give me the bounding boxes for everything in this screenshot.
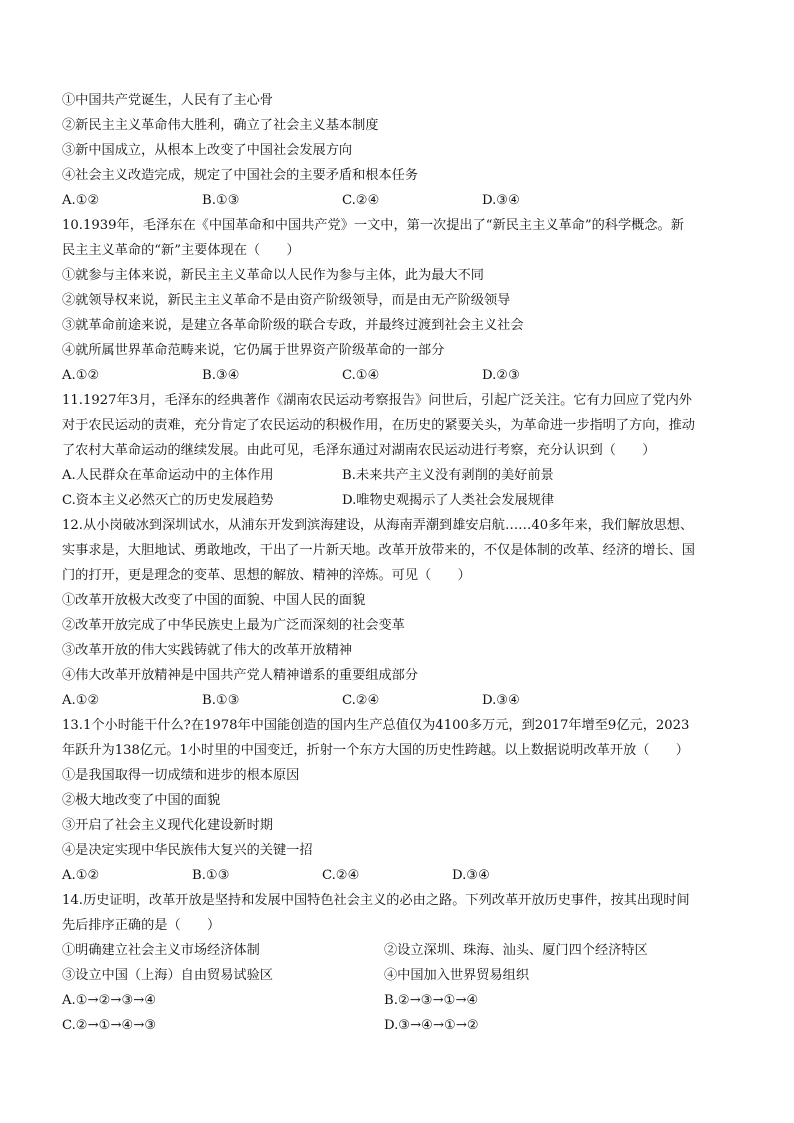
q13-stem-line-2: 年跃升为138亿元。1小时里的中国变迁，折射一个东方大国的历史性跨越。以上数据说明改革开放（ ）	[62, 743, 689, 758]
q10-item-1: ①就参与主体来说，新民主主义革命以人民作为参与主体，此为最大不同	[62, 268, 484, 283]
q9-item-4: ④社会主义改造完成，规定了中国社会的主要矛盾和根本任务	[62, 168, 419, 183]
q12-options	[62, 688, 732, 713]
q12-item-2: ②改革开放完成了中华民族史上最为广泛而深刻的社会变革	[62, 618, 405, 633]
q12-option-c: C.②④	[342, 693, 380, 708]
q13-item-2: ②极大地改变了中国的面貌	[62, 793, 221, 808]
q9-item-3: ③新中国成立，从根本上改变了中国社会发展方向	[62, 143, 353, 158]
q12-stem-line-2: 实事求是，大胆地试、勇敢地改，干出了一片新天地。改革开放带来的，不仅是体制的改革、经济的增长、国	[62, 543, 695, 558]
q12-stem-line-3: 门的打开，更是理念的变革、思想的解放、精神的淬炼。可见（ ）	[62, 568, 471, 583]
q10-options	[62, 363, 732, 388]
q14-item-4: ④中国加入世界贸易组织	[384, 968, 530, 983]
q10-stem-line-1: 10.1939年，毛泽东在《中国革命和中国共产党》一文中，第一次提出了“新民主主义革命”的科学概念。新	[62, 218, 684, 233]
q10-item-3: ③就革命前途来说，是建立各革命阶级的联合专政，并最终过渡到社会主义社会	[62, 318, 524, 333]
q14-options-row-1	[62, 988, 732, 1013]
q10-item-2: ②就领导权来说，新民主主义革命不是由资产阶级领导，而是由无产阶级领导	[62, 293, 511, 308]
q13-item-3: ③开启了社会主义现代化建设新时期	[62, 818, 273, 833]
q12-item-4: ④伟大改革开放精神是中国共产党人精神谱系的重要组成部分	[62, 668, 419, 683]
q13-option-a: A.①②	[62, 868, 100, 883]
q13-option-c: C.②④	[322, 868, 360, 883]
q9-item-2: ②新民主主义革命伟大胜利，确立了社会主义基本制度	[62, 118, 379, 133]
q11-stem-line-3: 了农村大革命运动的继续发展。由此可见，毛泽东通过对湖南农民运动进行考察，充分认识到（ ）	[62, 443, 656, 458]
q11-option-a: A.人民群众在革命运动中的主体作用	[62, 468, 274, 483]
exam-page	[62, 88, 732, 1038]
q12-option-a: A.①②	[62, 693, 100, 708]
q10-option-b: B.③④	[202, 368, 240, 383]
q10-option-d: D.②③	[482, 368, 520, 383]
q14-item-2: ②设立深圳、珠海、汕头、厦门四个经济特区	[384, 943, 648, 958]
q13-options	[62, 863, 732, 888]
q10-option-c: C.①④	[342, 368, 380, 383]
q10-item-4: ④就所属世界革命范畴来说，它仍属于世界资产阶级革命的一部分	[62, 343, 445, 358]
question-14	[62, 888, 732, 1038]
q9-option-d: D.③④	[482, 193, 520, 208]
q11-stem-line-1: 11.1927年3月，毛泽东的经典著作《湖南农民运动考察报告》问世后，引起广泛关注。它有力回应了党内外	[62, 393, 692, 408]
q9-item-1: ①中国共产党诞生，人民有了主心骨	[62, 93, 273, 108]
q12-option-b: B.①③	[202, 693, 240, 708]
q13-item-4: ④是决定实现中华民族伟大复兴的关键一招	[62, 843, 313, 858]
q13-option-d: D.③④	[452, 868, 490, 883]
q13-option-b: B.①③	[192, 868, 230, 883]
q9-options	[62, 188, 732, 213]
q14-items-row-2	[62, 963, 732, 988]
q12-item-3: ③改革开放的伟大实践铸就了伟大的改革开放精神	[62, 643, 353, 658]
q14-item-1: ①明确建立社会主义市场经济体制	[62, 943, 260, 958]
q14-option-b: B.②→③→①→④	[384, 993, 479, 1008]
q11-stem-line-2: 对于农民运动的责难，充分肯定了农民运动的积极作用，在历史的紧要关头，为革命进一步指明了方向，推动	[62, 418, 695, 433]
q11-option-d: D.唯物史观揭示了人类社会发展规律	[342, 493, 555, 508]
question-13	[62, 713, 732, 888]
q10-option-a: A.①②	[62, 368, 100, 383]
q11-option-b: B.未来共产主义没有剥削的美好前景	[342, 468, 554, 483]
q14-stem-line-1: 14.历史证明，改革开放是坚持和发展中国特色社会主义的必由之路。下列改革开放历史事件，按其出现时间	[62, 893, 690, 908]
q13-stem-line-1: 13.1个小时能干什么?在1978年中国能创造的国内生产总值仅为4100多万元，到2017年增至9亿元，2023	[62, 718, 690, 733]
q12-option-d: D.③④	[482, 693, 520, 708]
q14-item-3: ③设立中国（上海）自由贸易试验区	[62, 968, 273, 983]
q14-option-c: C.②→①→④→③	[62, 1018, 157, 1033]
q14-options-row-2	[62, 1013, 732, 1038]
q11-options-row-2	[62, 488, 732, 513]
q9-option-c: C.②④	[342, 193, 380, 208]
q11-option-c: C.资本主义必然灭亡的历史发展趋势	[62, 493, 274, 508]
question-11	[62, 388, 732, 513]
q9-option-a: A.①②	[62, 193, 100, 208]
q14-stem-line-2: 先后排序正确的是（ ）	[62, 918, 221, 933]
q13-item-1: ①是我国取得一切成绩和进步的根本原因	[62, 768, 300, 783]
q14-option-a: A.①→②→③→④	[62, 993, 157, 1008]
q12-item-1: ①改革开放极大改变了中国的面貌、中国人民的面貌	[62, 593, 366, 608]
question-10	[62, 213, 732, 388]
q14-items-row-1	[62, 938, 732, 963]
question-12	[62, 513, 732, 713]
q12-stem-line-1: 12.从小岗破冰到深圳试水，从浦东开发到滨海建设，从海南弄潮到雄安启航……40多年来，我们解放思想、	[62, 518, 694, 533]
q9-option-b: B.①③	[202, 193, 240, 208]
q10-stem-line-2: 民主主义革命的“新”主要体现在（ ）	[62, 243, 300, 258]
q14-option-d: D.③→④→①→②	[384, 1018, 479, 1033]
question-9	[62, 88, 732, 213]
q11-options-row-1	[62, 463, 732, 488]
